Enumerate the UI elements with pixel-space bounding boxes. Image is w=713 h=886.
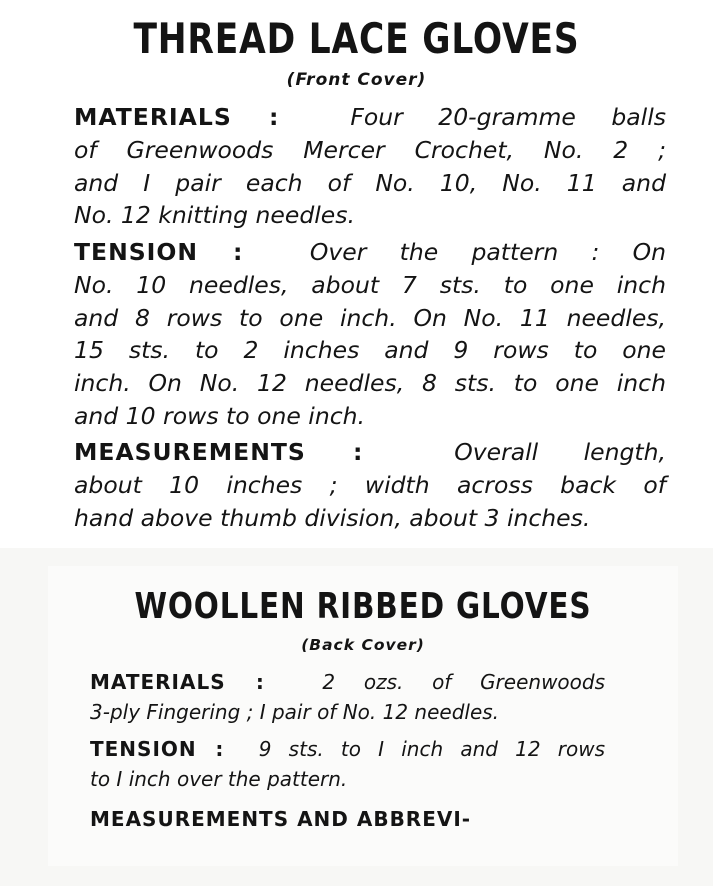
back-materials-line-2: 3-ply Fingering ; I pair of No. 12 needles. — [90, 700, 500, 724]
front-materials-line-4: No. 12 knitting needles. — [74, 201, 355, 230]
front-measurements-line-2: about 10 inches ; width across back of — [74, 470, 666, 499]
back-measurements-heading: MEASUREMENTS AND ABBREVI- — [90, 807, 472, 831]
back-tension-line-1: TENSION : 9 sts. to I inch and 12 rows — [90, 737, 605, 761]
back-materials — [90, 667, 605, 727]
back-subtitle: (Back Cover) — [301, 636, 425, 654]
front-tension-line-2: No. 10 needles, about 7 sts. to one inch — [74, 270, 666, 299]
front-measurements-line-1: MEASUREMENTS : Overall length, — [74, 438, 666, 466]
front-tension-line-4: 15 sts. to 2 inches and 9 rows to one — [74, 336, 666, 365]
front-measurements-line-3: hand above thumb division, about 3 inches. — [74, 503, 591, 532]
front-tension-heading: TENSION : — [74, 238, 244, 266]
front-tension-line-3: and 8 rows to one inch. On No. 11 needles, — [74, 303, 666, 332]
front-tension-line-5: inch. On No. 12 needles, 8 sts. to one inch — [74, 369, 666, 398]
back-title: WOOLLEN RIBBED GLOVES — [134, 586, 592, 627]
front-measurements — [74, 436, 666, 534]
front-subtitle: (Front Cover) — [286, 70, 427, 90]
back-tension-line-2: to I inch over the pattern. — [90, 767, 348, 791]
front-materials — [74, 101, 666, 232]
front-measurements-heading: MEASUREMENTS : — [74, 438, 364, 466]
back-materials-line-1: MATERIALS : 2 ozs. of Greenwoods — [90, 670, 606, 694]
front-tension — [74, 236, 666, 433]
front-tension-line-6: and 10 rows to one inch. — [74, 401, 365, 430]
front-materials-line-2: of Greenwoods Mercer Crochet, No. 2 ; — [74, 135, 666, 164]
back-measurements — [90, 804, 605, 834]
back-tension — [90, 734, 605, 794]
back-materials-heading: MATERIALS : — [90, 670, 265, 694]
front-title: THREAD LACE GLOVES — [133, 14, 580, 63]
front-tension-line-1: TENSION : Over the pattern : On — [74, 238, 666, 266]
front-materials-line-1: MATERIALS : Four 20-gramme balls — [74, 103, 666, 131]
front-materials-heading: MATERIALS : — [74, 103, 280, 131]
back-tension-heading: TENSION : — [90, 737, 225, 761]
back-cover-section — [48, 566, 678, 866]
front-materials-line-3: and I pair each of No. 10, No. 11 and — [74, 168, 666, 197]
